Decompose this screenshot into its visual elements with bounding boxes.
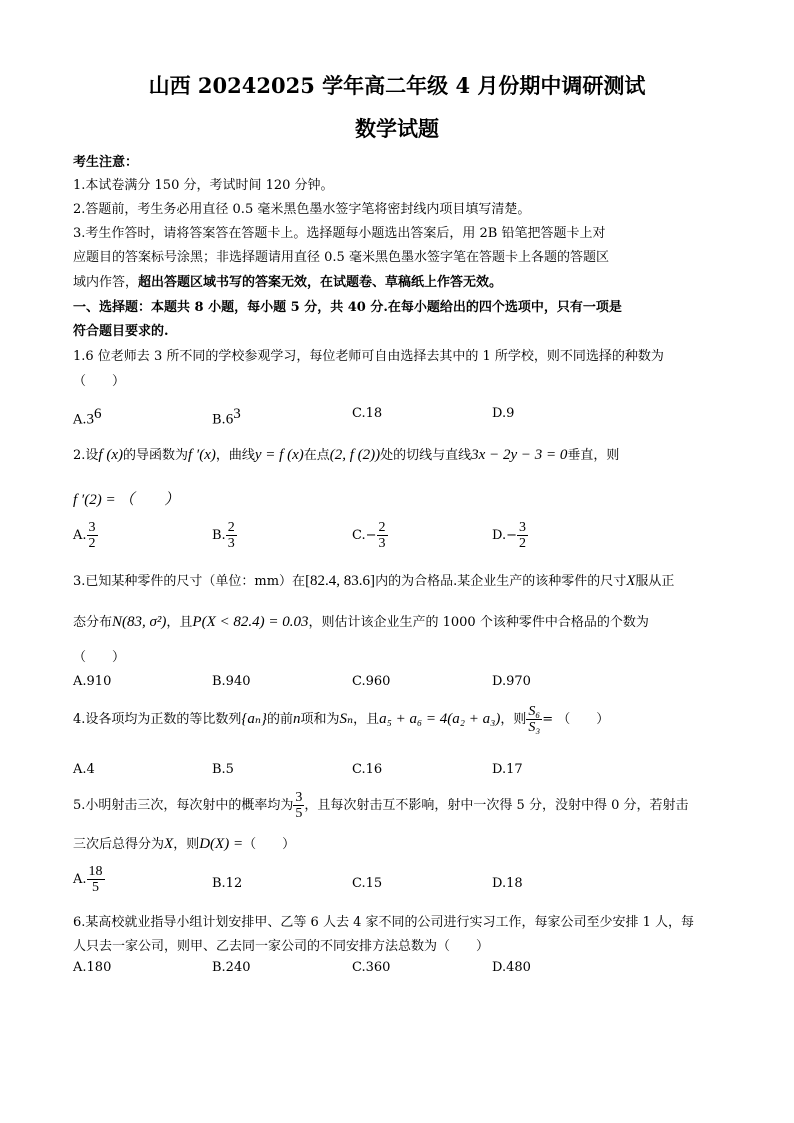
q5-stem-line-1: 5.小明射击三次，每次射中的概率均为 $\frac{3}{5}$ ，且每次射击互不影响，射中一次得 5 分，没射中得 0 分，若射击: [73, 790, 689, 821]
notice-item-3-line-3: [73, 271, 502, 290]
q5-option-c: C.15: [352, 876, 383, 891]
q6-option-b: B.240: [212, 960, 251, 975]
exam-title: 山西 20242025 学年高二年级 4 月份期中调研测试: [148, 73, 646, 98]
q4-stem: 4.设各项均为正数的等比数列{aₙ}的前n项和为Sₙ，且a₅ + a₆ = 4(a₂ + a₃)，则 $\frac{\text{S₆}}{\text{S₃}}$ = （ ）: [73, 704, 610, 735]
q4-option-c: C.16: [352, 762, 383, 777]
q2-option-d: D.− $\frac{3}{2}$: [492, 520, 526, 551]
q1-blank: （ ）: [73, 374, 126, 389]
section-heading-line-2: 符合题目要求的.: [73, 324, 169, 339]
notice-item-3-text: 域内作答，: [73, 275, 139, 290]
q3-option-b: B.940: [212, 674, 251, 689]
q6-option-a: A.180: [73, 960, 112, 975]
notice-item-1: 1.本试卷满分 150 分，考试时间 120 分钟。: [73, 178, 334, 193]
q1-option-c: C.18: [352, 406, 383, 421]
q4-option-a: A.4: [73, 762, 95, 777]
q2-option-a: A. $\frac{3}{2}$: [73, 520, 96, 551]
q3-blank: （ ）: [73, 650, 126, 665]
q3-option-a: A.910: [73, 674, 112, 689]
q3-stem-line-2: 态分布N(83, σ²)，且P(X < 82.4) = 0.03，则估计该企业生产的 1000 个该种零件中合格品的个数为: [73, 614, 649, 630]
notice-item-3-line-1: 3.考生作答时，请将答案答在答题卡上。选择题每小题选出答案后，用 2B 铅笔把答题卡上对: [73, 226, 606, 241]
q5-stem-line-2: 三次后总得分为X，则D(X) =（ ）: [73, 836, 296, 852]
q6-option-d: D.480: [492, 960, 531, 975]
notice-item-3-bold: 超出答题区域书写的答案无效，在试题卷、草稿纸上作答无效。: [138, 275, 503, 290]
q6-stem-line-2: 人只去一家公司，则甲、乙去同一家公司的不同安排方法总数为（ ）: [73, 939, 490, 954]
q3-option-d: D.970: [492, 674, 531, 689]
q5-option-b: B.12: [212, 876, 243, 891]
q5-option-a: A. $\frac{18}{5}$: [73, 864, 103, 895]
q4-option-d: D.17: [492, 762, 523, 777]
q1-option-d: D.9: [492, 406, 515, 421]
section-heading-line-1: 一、选择题：本题共 8 小题，每小题 5 分，共 40 分.在每小题给出的四个选项中，只有一项是: [73, 300, 622, 315]
q5-option-d: D.18: [492, 876, 523, 891]
q1-option-b: $B.6^3$: [212, 406, 241, 428]
q3-option-c: C.960: [352, 674, 391, 689]
q4-option-b: B.5: [212, 762, 234, 777]
notice-item-2: 2.答题前，考生务必用直径 0.5 毫米黑色墨水签字笔将密封线内项目填写清楚。: [73, 202, 531, 217]
q2-stem-line-2: f ′(2) = （ ）: [73, 492, 180, 508]
q1-stem: 1.6 位老师去 3 所不同的学校参观学习，每位老师可自由选择去其中的 1 所学校，则不同选择的种数为: [73, 349, 664, 364]
q1-option-a: $A.3^6$: [73, 406, 102, 428]
q2-option-b: B. $\frac{2}{3}$: [212, 520, 235, 551]
q3-stem-line-1: 3.已知某种零件的尺寸（单位：mm）在[82.4, 83.6]内的为合格品.某企业生产的该种零件的尺寸X服从正: [73, 573, 675, 589]
q6-option-c: C.360: [352, 960, 391, 975]
notice-heading: 考生注意：: [73, 155, 139, 170]
q2-option-c: C.− $\frac{2}{3}$: [352, 520, 386, 551]
q6-stem-line-1: 6.某高校就业指导小组计划安排甲、乙等 6 人去 4 家不同的公司进行实习工作，每家公司至少安排 1 人，每: [73, 915, 695, 930]
q2-stem: 2.设f (x)的导函数为f ′(x)，曲线y = f (x)在点(2, f (2))处的切线与直线3x − 2y − 3 = 0垂直，则: [73, 447, 620, 463]
notice-item-3-line-2: 应题目的答案标号涂黑；非选择题请用直径 0.5 毫米黑色墨水签字笔在答题卡上各题的答题区: [73, 250, 609, 265]
exam-subtitle: 数学试题: [355, 116, 439, 141]
